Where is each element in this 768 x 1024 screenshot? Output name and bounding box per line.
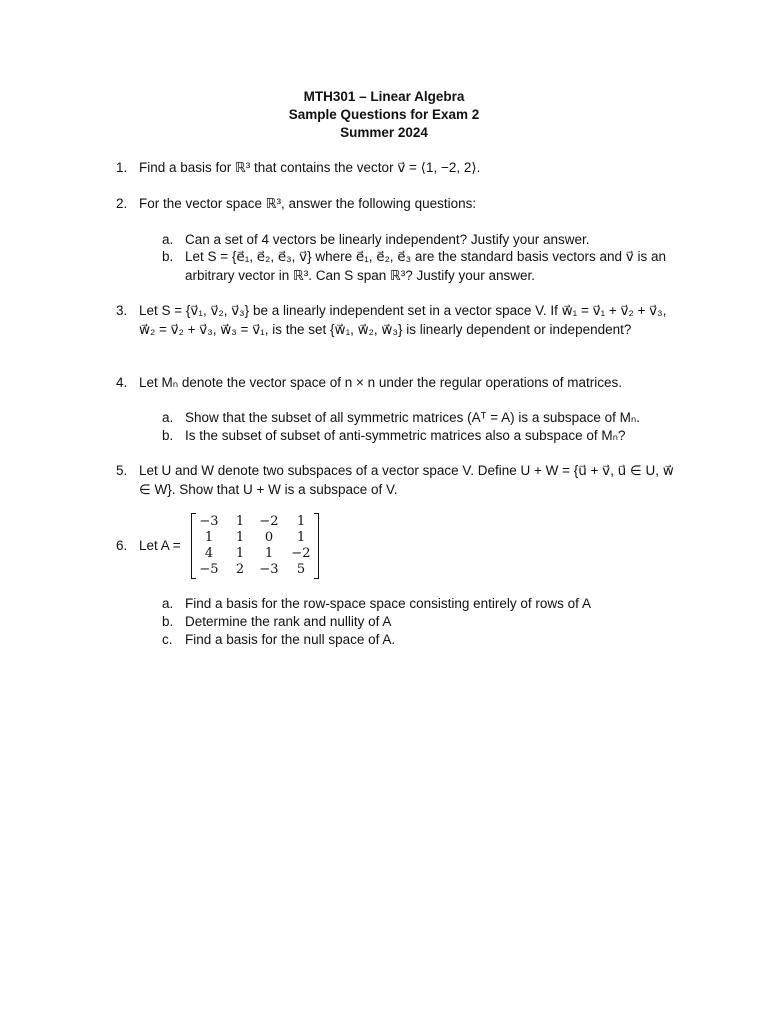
course-title: MTH301 – Linear Algebra [303,89,465,104]
matrix-cell: 1 [204,530,214,545]
matrix-row [192,514,318,530]
document-header [0,88,768,142]
matrix-cell: 0 [264,530,274,545]
question-6-part-a [162,595,672,614]
question-1 [116,159,676,178]
matrix-row [192,530,318,546]
matrix-cell: 4 [204,546,214,561]
matrix-cell: −3 [199,514,219,529]
question-number: 2. [116,196,128,211]
matrix-cell: 1 [296,514,306,529]
question-number: 1. [116,160,128,175]
question-3 [116,302,676,339]
question-number: 3. [116,303,128,318]
question-text: For the vector space ℝ³, answer the following questions: [139,196,477,211]
question-2-part-a [162,231,672,250]
question-2 [116,195,676,214]
question-text: Let U and W denote two subspaces of a vector space V. Define U + W = {u⃗ + v⃗, u⃗ ∈ U, w⃗ ∈ W}. Show that U + W is a subspace of V. [139,463,674,497]
question-text: Find a basis for ℝ³ that contains the vector v⃗ = ⟨1, −2, 2⟩. [139,160,481,175]
question-6-part-b [162,613,672,632]
matrix-row [192,546,318,562]
part-text: Show that the subset of all symmetric matrices (Aᵀ = A) is a subspace of Mₙ. [185,410,641,425]
matrix-cell: 1 [296,530,306,545]
matrix-cell: −3 [259,562,279,577]
matrix-cell: 2 [235,562,245,577]
matrix-cell: 1 [235,514,245,529]
part-text: Let S = {e⃗₁, e⃗₂, e⃗₃, v⃗} where e⃗₁, e⃗₂, e⃗₃ are the standard basis vectors and v⃗ is an arbitrary vector in ℝ³. Can S span ℝ³? Justify your answer. [185,249,666,283]
matrix-cell: 1 [264,546,274,561]
question-6-part-c [162,631,672,650]
question-5 [116,462,676,499]
matrix-cell: 1 [235,530,245,545]
matrix-cell: 1 [235,546,245,561]
matrix-a [191,514,319,578]
part-text: Determine the rank and nullity of A [185,614,392,629]
question-6 [116,514,416,580]
part-text: Find a basis for the null space of A. [185,632,396,647]
matrix-cell: −2 [259,514,279,529]
matrix-cell: −5 [199,562,219,577]
question-number: 4. [116,375,128,390]
term-label: Summer 2024 [340,125,428,140]
matrix-row [192,562,318,578]
part-letter: b. [162,614,174,629]
question-4-part-b [162,427,672,446]
question-4-part-a [162,409,672,428]
part-letter: a. [162,596,174,611]
question-text: Let A = [139,538,181,553]
question-number: 5. [116,463,128,478]
part-letter: b. [162,428,174,443]
part-letter: c. [162,632,173,647]
question-4 [116,374,676,393]
question-text: Let S = {v⃗₁, v⃗₂, v⃗₃} be a linearly independent set in a vector space V. If w⃗₁ = v⃗₁ + v⃗₂ + v⃗₃, w⃗₂ = v⃗₂ + v⃗₃, w⃗₃ = v⃗₁, is the set {w⃗₁, w⃗₂, w⃗₃} is linearly dependent or independent? [139,303,667,337]
part-text: Find a basis for the row-space space consisting entirely of rows of A [185,596,591,611]
question-2-part-b [162,248,672,285]
part-letter: a. [162,410,174,425]
matrix-cell: 5 [296,562,306,577]
question-text: Let Mₙ denote the vector space of n × n under the regular operations of matrices. [139,375,623,390]
question-number: 6. [116,538,128,553]
document-title: Sample Questions for Exam 2 [288,107,480,122]
part-text: Can a set of 4 vectors be linearly independent? Justify your answer. [185,232,590,247]
part-letter: a. [162,232,174,247]
matrix-cell: −2 [291,546,311,561]
part-letter: b. [162,249,174,264]
part-text: Is the subset of subset of anti-symmetric matrices also a subspace of Mₙ? [185,428,626,443]
